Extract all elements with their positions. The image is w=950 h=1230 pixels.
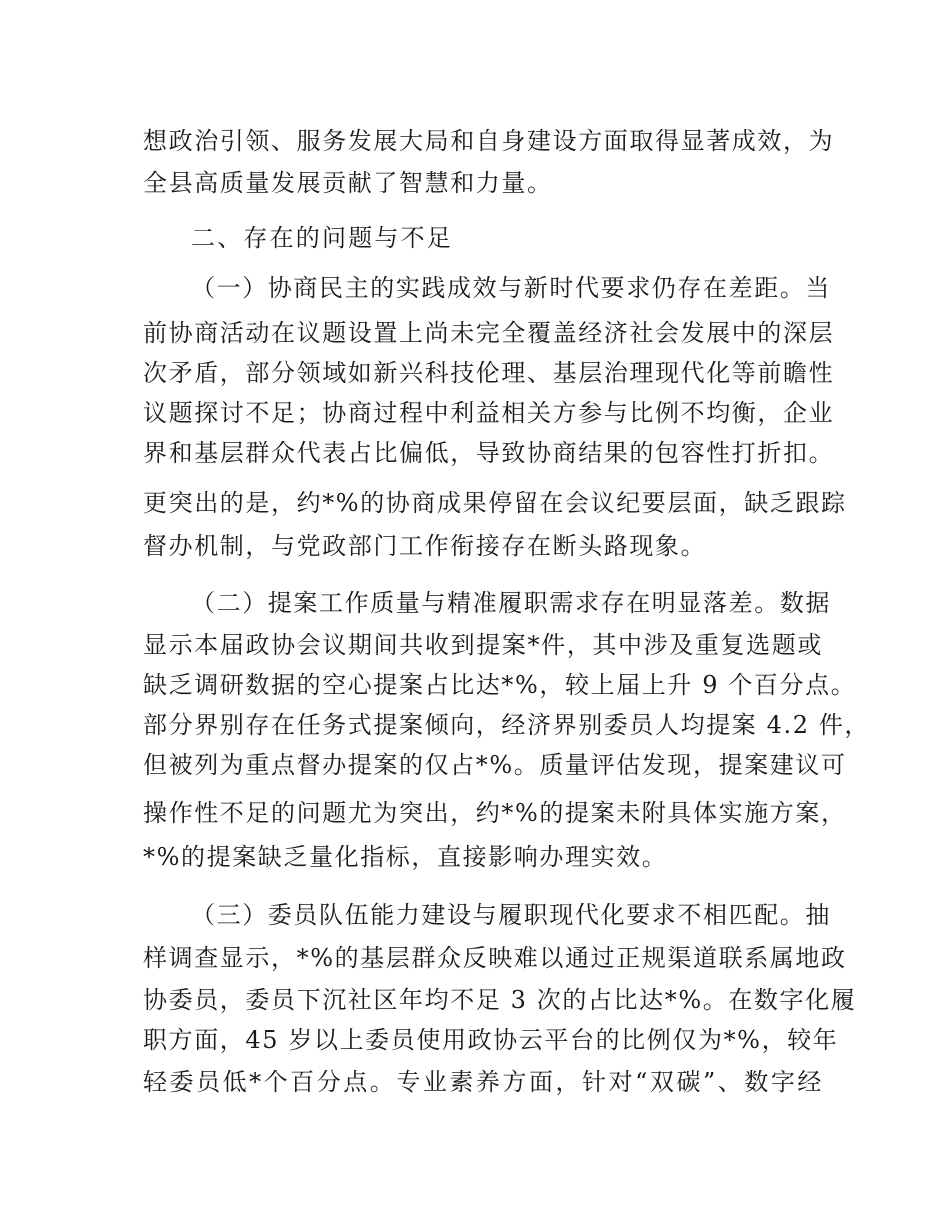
text-line: 更突出的是，约*%的协商成果停留在会议纪要层面，缺乏跟踪 (143, 489, 847, 517)
text-line: 议题探讨不足；协商过程中利益相关方参与比例不均衡，企业 (143, 399, 835, 427)
text-line: 前协商活动在议题设置上尚未完全覆盖经济社会发展中的深层 (143, 319, 835, 347)
text-line: 职方面，45 岁以上委员使用政协云平台的比例仅为*%，较年 (143, 1026, 839, 1054)
text-line: 想政治引领、服务发展大局和自身建设方面取得显著成效，为 (143, 127, 835, 155)
section-heading: 二、存在的问题与不足 (191, 224, 453, 252)
text-line: 协委员，委员下沉社区年均不足 3 次的占比达*%。在数字化履 (143, 986, 857, 1014)
text-line: 轻委员低*个百分点。专业素养方面，针对“双碳”、数字经 (143, 1068, 823, 1096)
text-line: 操作性不足的问题尤为突出，约*%的提案未附具体实施方案， (143, 799, 847, 827)
text-line: 但被列为重点督办提案的仅占*%。质量评估发现，提案建议可 (143, 751, 847, 779)
text-line: 次矛盾，部分领域如新兴科技伦理、基层治理现代化等前瞻性 (143, 359, 835, 387)
text-line: 督办机制，与党政部门工作衔接存在断头路现象。 (143, 532, 707, 560)
text-line: 缺乏调研数据的空心提案占比达*%，较上届上升 9 个百分点。 (143, 671, 857, 699)
text-line: 界和基层群众代表占比偏低，导致协商结果的包容性打折扣。 (143, 439, 835, 467)
subsection-heading-3: （三）委员队伍能力建设与履职现代化要求不相匹配。抽 (191, 901, 831, 929)
subsection-heading-1: （一）协商民主的实践成效与新时代要求仍存在差距。当 (191, 274, 831, 302)
text-line: 全县高质量发展贡献了智慧和力量。 (143, 169, 553, 197)
subsection-heading-2: （二）提案工作质量与精准履职需求存在明显落差。数据 (191, 589, 831, 617)
text-line: 显示本届政协会议期间共收到提案*件，其中涉及重复选题或 (143, 631, 823, 659)
text-line: 部分界别存在任务式提案倾向，经济界别委员人均提案 4.2 件， (143, 711, 871, 739)
text-line: *%的提案缺乏量化指标，直接影响办理实效。 (143, 843, 668, 871)
text-line: 样调查显示，*%的基层群众反映难以通过正规渠道联系属地政 (143, 944, 847, 972)
